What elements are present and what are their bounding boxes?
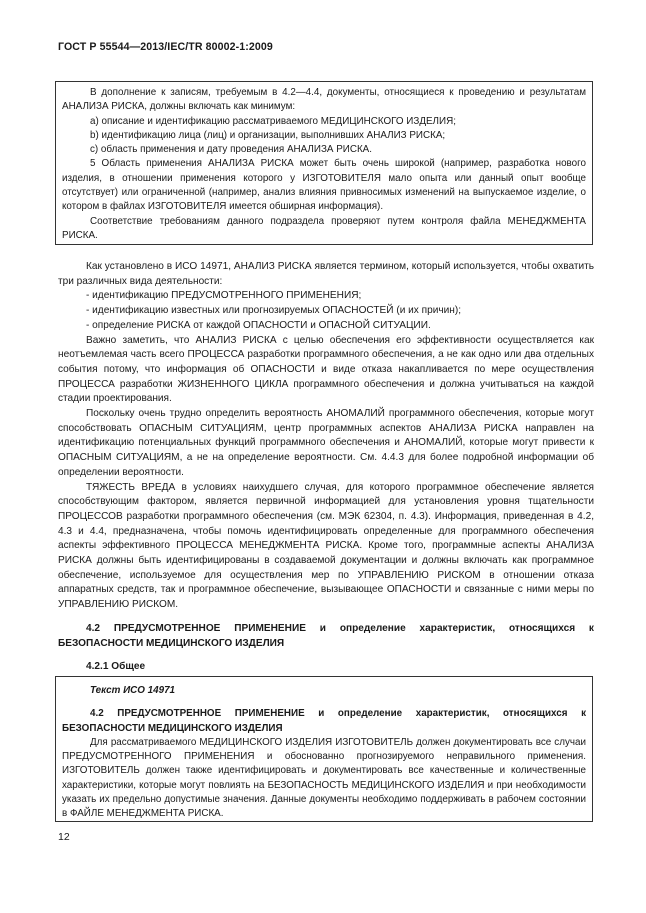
box1-compliance: Соответствие требованиям данного подраздела проверяют путем контроля файла МЕНЕДЖМЕНТА РИСКА. [62,215,586,241]
box1-item-b: b) идентификацию лица (лиц) и организации, выполнивших АНАЛИЗ РИСКА; [90,129,446,141]
box1-note: 5 Область применения АНАЛИЗА РИСКА может быть очень широкой (например, разработка нового изделия, в отношении применения которого у ИЗГОТОВИТЕЛЯ мало опыта или данный опыт вообще отсутствует) или ограниченной (например, анализ влияния привносимых изменений на выпускаемое изделие, о котором в файлах ИЗГОТОВИТЕЛЯ имеется обширная информация). [62,158,586,213]
iso-box-text: Для рассматриваемого МЕДИЦИНСКОГО ИЗДЕЛИЯ ИЗГОТОВИТЕЛЬ должен документировать все случаи ПРЕДУСМОТРЕННОГО ПРИМЕНЕНИЯ и обоснованно прогнозируемого неправильного применения. ИЗГОТОВИТЕЛЬ должен также идентифицировать и документировать все качественные и количественные характеристики, которые могут повлиять на БЕЗОПАСНОСТЬ МЕДИЦИНСКОГО ИЗДЕЛИЯ и при необходимости указать их предельно допустимые значения. Данные документы необходимо поддерживать в рабочем состоянии в ФАЙЛЕ МЕНЕДЖМЕНТА РИСКА. [62,736,586,820]
body-list-item-1: - идентификацию ПРЕДУСМОТРЕННОГО ПРИМЕНЕНИЯ; [86,290,362,302]
page-number: 12 [58,831,70,843]
iso-box-title: Текст ИСО 14971 [90,685,176,696]
iso-text-box [55,676,593,822]
body-paragraph-4: ТЯЖЕСТЬ ВРЕДА в условиях наихудшего случая, для которого программное обеспечение является способствующим фактором, является первичной информацией для установления уровня тщательности ПРОЦЕССОВ разработки программного обеспечения (см. МЭК 62304, п. 4.3). Информация, приведенная в 4.2, 4.3 и 4.4, предназначена, чтобы помочь идентифицировать определенные для программного обеспечения аспекты эффективного ПРОЦЕССА МЕНЕДЖМЕНТА РИСКА. Кроме того, программные аспекты АНАЛИЗА РИСКА должны быть идентифицированы в создаваемой документации и должны включать как программное обеспечение, используемое для осуществления мер по УПРАВЛЕНИЮ РИСКОМ в отношении отказа аппаратных средств, так и программное обеспечение, вызывающее ОПАСНОСТИ и связанные с ними меры по УПРАВЛЕНИЮ РИСКОМ. [58,481,594,611]
box1-item-c: c) область применения и дату проведения АНАЛИЗА РИСКА. [90,144,372,156]
body-paragraph-3: Поскольку очень трудно определить вероятность АНОМАЛИЙ программного обеспечения, которые могут способствовать ОПАСНЫМ СИТУАЦИЯМ, центр программных аспектов АНАЛИЗА РИСКА направлен на идентификацию потенциальных функций программного обеспечения и АНОМАЛИЙ, которые могут привести к ОПАСНЫМ СИТУАЦИЯМ, а не на определение вероятности. См. 4.4.3 для более подробной информации об определении вероятности. [58,408,594,478]
requirements-box [55,81,593,245]
section-heading-4-2: 4.2 ПРЕДУСМОТРЕННОЕ ПРИМЕНЕНИЕ и определение характеристик, относящихся к БЕЗОПАСНОСТИ МЕДИЦИНСКОГО ИЗДЕЛИЯ [58,622,594,649]
body-paragraph-1: Как установлено в ИСО 14971, АНАЛИЗ РИСКА является термином, который используется, чтобы охватить три различных вида деятельности: [58,261,594,287]
body-list-item-2: - идентификацию известных или прогнозируемых ОПАСНОСТЕЙ (и их причин); [86,305,461,317]
iso-box-heading: 4.2 ПРЕДУСМОТРЕННОЕ ПРИМЕНЕНИЕ и определение характеристик, относящихся к БЕЗОПАСНОСТИ МЕДИЦИНСКОГО ИЗДЕЛИЯ [62,708,586,734]
section-heading-4-2-1: 4.2.1 Общее [86,661,146,673]
body-list-item-3: - определение РИСКА от каждой ОПАСНОСТИ и ОПАСНОЙ СИТУАЦИИ. [86,319,431,331]
box1-item-a: a) описание и идентификацию рассматриваемого МЕДИЦИНСКОГО ИЗДЕЛИЯ; [90,115,456,127]
body-paragraph-2: Важно заметить, что АНАЛИЗ РИСКА с целью обеспечения его эффективности осуществляется как неотъемлемая часть всего ПРОЦЕССА разработки программного обеспечения, а не как одно или два отдельных события потому, что информация об ОПАСНОСТИ и виде отказа накапливается по мере осуществления ПРОЦЕССА разработки ЖИЗНЕННОГО ЦИКЛА программного обеспечения и должна учитываться на каждой стадии проектирования. [58,334,594,405]
document-header: ГОСТ Р 55544—2013/IEC/TR 80002-1:2009 [58,41,273,53]
box1-intro: В дополнение к записям, требуемым в 4.2—4.4, документы, относящиеся к проведению и результатам АНАЛИЗА РИСКА, должны включать как минимум: [62,87,586,113]
main-text [58,260,594,675]
